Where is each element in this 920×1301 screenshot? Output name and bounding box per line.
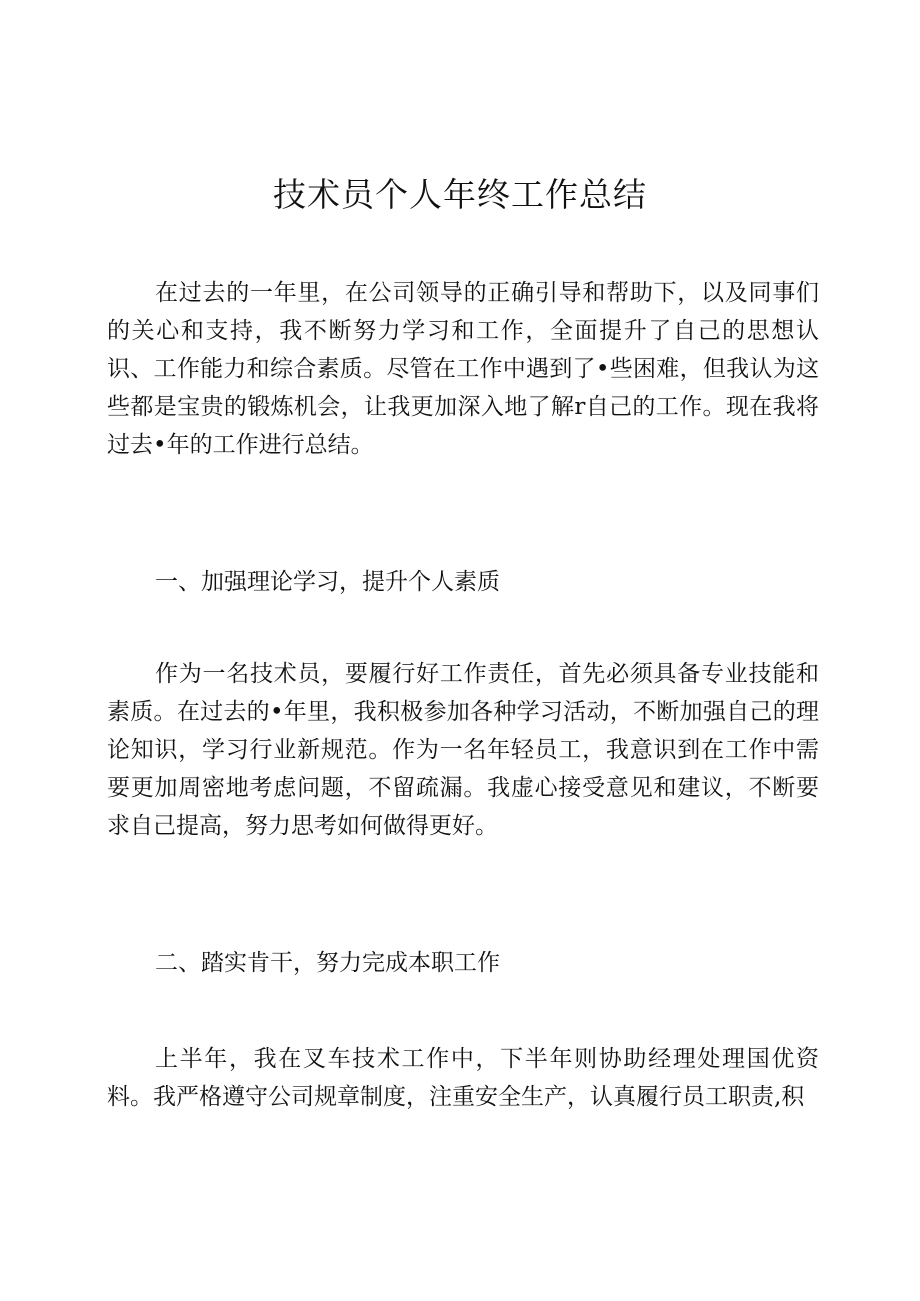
section-1-heading: 一、加强理论学习，提升个人素质 [155, 569, 500, 595]
section-2-paragraph: 上半年，我在叉车技术工作中，下半年则协助经理处理国优资料。我严格遵守公司规章制度，注重安全生产，认真履行员工职责,积 [107, 1046, 819, 1110]
section-1-paragraph: 作为一名技术员，要履行好工作责任，首先必须具备专业技能和素质。在过去的•年里，我积极参加各种学习活动，不断加强自己的理论知识，学习行业新规范。作为一名年轻员工，我意识到在工作中需要更加周密地考虑问题，不留疏漏。我虚心接受意见和建议，不断要求自己提高，努力思考如何做得更好。 [107, 661, 819, 839]
intro-paragraph: 在过去的一年里，在公司领导的正确引导和帮助下，以及同事们的关心和支持，我不断努力学习和工作，全面提升了自己的思想认识、工作能力和综合素质。尽管在工作中遇到了•些困难，但我认为这些都是宝贵的锻炼机会，让我更加深入地了解r自己的工作。现在我将过去•年的工作进行总结。 [107, 280, 819, 458]
document-title: 技术员个人年终工作总结 [273, 175, 647, 214]
section-2-heading: 二、踏实肯干，努力完成本职工作 [155, 950, 500, 976]
